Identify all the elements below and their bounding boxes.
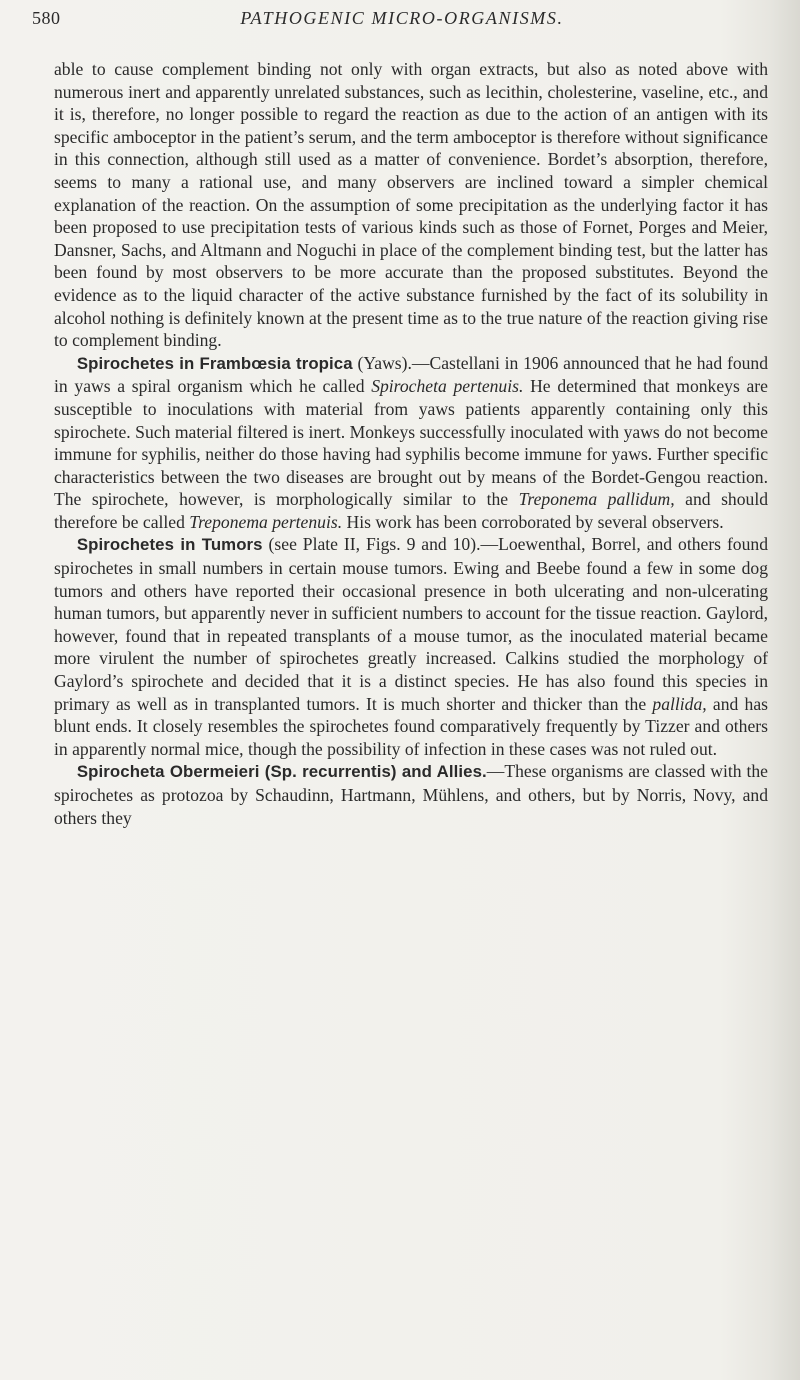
running-head: PATHOGENIC MICRO-ORGANISMS. [240, 8, 564, 28]
paragraph-text: and has blunt ends. It closely resembles the spirochetes found comparatively frequently by Tizzer and others in apparently normal mice, though the possibility of infection in these cases was not ruled out. [54, 693, 769, 759]
section-heading-tumors: Spirochetes in Tumors [76, 535, 263, 555]
paragraph-text: and should therefore be called [54, 489, 769, 532]
paragraph-text: His work has been corroborated by several observers. [342, 511, 724, 532]
species-name: Treponema pallidum, [518, 489, 675, 510]
page-number: 580 [32, 8, 61, 28]
paragraph-text: —These organisms are classed with the spirochetes as protozoa by Schaudinn, Hartmann, Mühlens, and others, but by Norris, Novy, and others they [54, 761, 768, 828]
page-header [32, 8, 772, 34]
paragraph-complement-binding [54, 58, 768, 352]
paragraph-text: able to cause complement binding not only with organ extracts, but also as noted above with numerous inert and apparently unrelated substances, such as lecithin, cholesterine, vaseline, etc., and it is, therefore, no longer possible to regard the reaction as due to the action of an antigen with its specific amboceptor in the patient’s serum, and the term amboceptor is therefore without significance in this connection, although still used as a matter of convenience. Bordet’s absorption, therefore, seems to many a rational use, and many observers are inclined toward a simpler chemical explanation of the reaction. On the assumption of some precipitation as the underlying factor it has been proposed to use precipitation tests of various kinds such as those of Fornet, Porges and Meier, Dansner, Sachs, and Altmann and Noguchi in place of the complement binding test, but the latter has been found by most observers to be more accurate than the proposed substitutes. Beyond the evidence as to the liquid character of the active substance furnished by the fact of its solubility in alcohol nothing is definitely known at the present time as to the true nature of the reaction giving rise to complement binding. [54, 59, 768, 351]
species-name: Spirocheta pertenuis. [371, 376, 524, 397]
section-heading-obermeieri: Spirocheta Obermeieri (Sp. recurrentis) and Allies. [76, 762, 487, 782]
section-heading-yaws: Spirochetes in Frambœsia tropica [76, 353, 353, 373]
page-body [54, 58, 768, 829]
paragraph-obermeieri [54, 760, 768, 829]
species-name: Treponema pertenuis. [189, 511, 343, 532]
paragraph-text: (Yaws).—Castellani in 1906 announced that he had found in yaws a spiral organism which he called [54, 352, 769, 397]
paragraph-text: He determined that monkeys are susceptible to inoculations with material from yaws patients apparently containing only this spirochete. Such material filtered is inert. Monkeys successfully inoculated with yaws do not become immune for syphilis, neither do those having had syphilis become immune for yaws. Further specific characteristics between the two diseases are brought out by means of the Bordet-Gengou reaction. The spirochete, however, is morphologically similar to the [54, 376, 768, 510]
paragraph-tumors [54, 533, 768, 760]
paragraph-yaws [54, 352, 768, 534]
species-name: pallida, [652, 693, 707, 714]
paragraph-text: (see Plate II, Figs. 9 and 10).—Loewenthal, Borrel, and others found spirochetes in small numbers in certain mouse tumors. Ewing and Beebe found a few in some dog tumors and others have reported their occasional presence in both ulcerating and non-ulcerating human tumors, but apparently never in sufficient numbers to account for the tissue reaction. Gaylord, however, found that in repeated transplants of a mouse tumor, as the inoculated material became more virulent the number of spirochetes greatly increased. Calkins studied the morphology of Gaylord’s spirochete and decided that it is a distinct species. He has also found this species in primary as well as in transplanted tumors. It is much shorter and thicker than the [54, 534, 768, 714]
